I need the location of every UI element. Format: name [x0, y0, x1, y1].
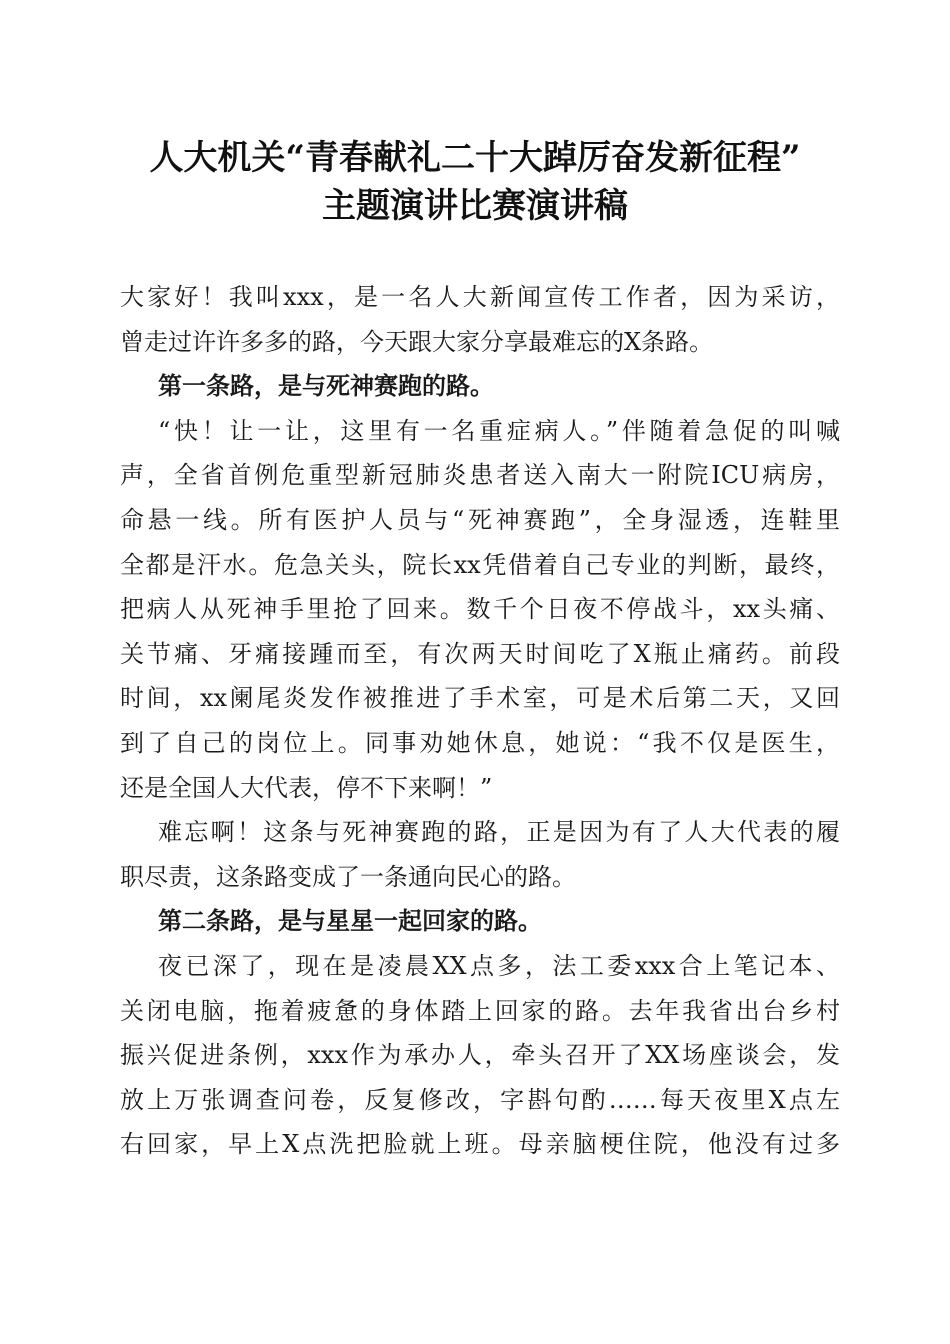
body-line: 还是全国人大代表，停不下来啊！” [120, 773, 493, 802]
body-line: 关节痛、牙痛接踵而至，有次两天时间吃了X瓶止痛药。前段 [120, 639, 840, 668]
body-line: 把病人从死神手里抢了回来。数千个日夜不停战斗，xx头痛、 [120, 595, 840, 624]
body-line: 夜已深了，现在是凌晨XX点多，法工委xxx合上笔记本、 [158, 951, 840, 980]
body-line: 曾走过许许多多的路，今天跟大家分享最难忘的X条路。 [120, 327, 714, 356]
body-line: 振兴促进条例，xxx作为承办人，牵头召开了XX场座谈会，发 [120, 1041, 840, 1070]
body-line: 放上万张调查问卷，反复修改，字斟句酌……每天夜里X点左 [120, 1085, 840, 1114]
body-line: 时间，xx阑尾炎发作被推进了手术室，可是术后第二天，又回 [120, 684, 840, 713]
body-line: 命悬一线。所有医护人员与“死神赛跑”，全身湿透，连鞋里 [120, 505, 840, 534]
section-heading-2: 第二条路，是与星星一起回家的路。 [158, 906, 542, 936]
body-line: 职尽责，这条路变成了一条通向民心的路。 [120, 862, 576, 891]
body-line: “快！让一让，这里有一名重症病人。”伴随着急促的叫喊 [158, 416, 840, 445]
body-line: 难忘啊！这条与死神赛跑的路，正是因为有了人大代表的履 [158, 818, 840, 847]
body-line: 声，全省首例危重型新冠肺炎患者送入南大一附院ICU病房， [120, 461, 840, 490]
body-line: 全都是汗水。危急关头，院长xx凭借着自己专业的判断，最终， [120, 550, 840, 579]
body-line: 关闭电脑，拖着疲惫的身体踏上回家的路。去年我省出台乡村 [120, 996, 840, 1025]
section-heading-1: 第一条路，是与死神赛跑的路。 [158, 371, 494, 401]
document-body [120, 275, 840, 1167]
body-line: 大家好！我叫xxx，是一名人大新闻宣传工作者，因为采访， [120, 283, 840, 311]
document-title-line-2: 主题演讲比赛演讲稿 [322, 186, 628, 226]
document-title-line-1: 人大机关“青春献礼二十大踔厉奋发新征程” [149, 138, 801, 178]
body-line: 到了自己的岗位上。同事劝她休息，她说：“我不仅是医生， [120, 728, 840, 757]
body-line: 右回家，早上X点洗把脸就上班。母亲脑梗住院，他没有过多 [120, 1130, 840, 1159]
